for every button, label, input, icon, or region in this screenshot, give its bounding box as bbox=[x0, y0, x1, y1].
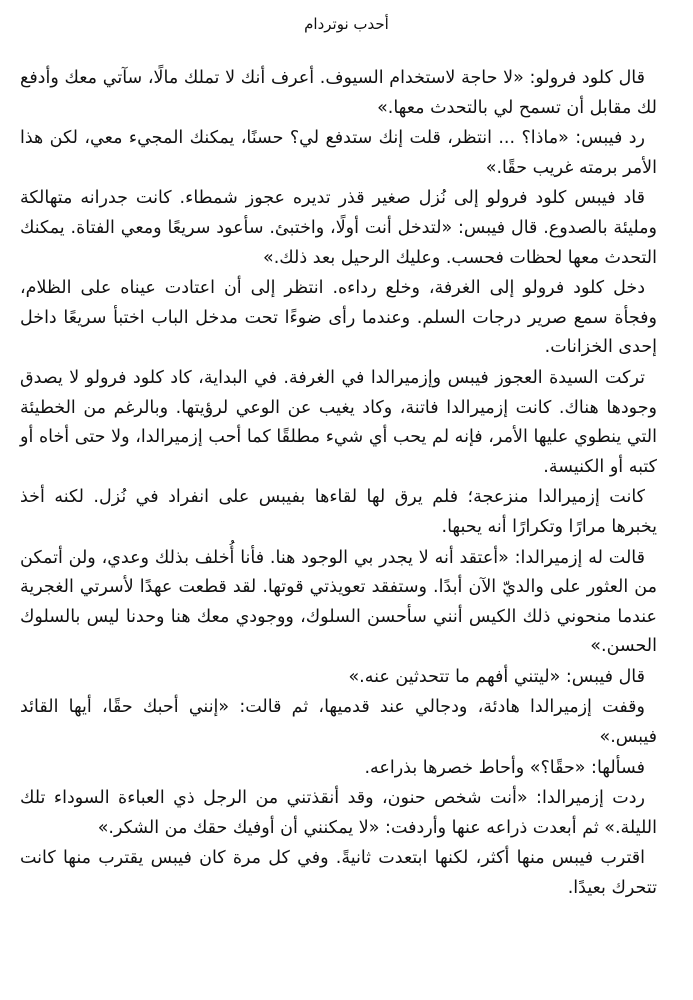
paragraph: دخل كلود فرولو إلى الغرفة، وخلع رداءه. انتظر إلى أن اعتادت عيناه على الظلام، وفجأة سمع صرير درجات السلم. وعندما رأى ضوءًا تحت مدخل الباب اختبأ سريعًا داخل إحدى الخزانات. bbox=[20, 278, 657, 358]
paragraph: كانت إزميرالدا منزعجة؛ فلم يرق لها لقاءها بفيبس على انفراد في نُزل. لكنه أخذ يخبرها مرارًا وتكرارًا أنه يحبها. bbox=[20, 487, 657, 537]
paragraph: ردت إزميرالدا: «أنت شخص حنون، وقد أنقذتني من الرجل ذي العباءة السوداء تلك الليلة.» ثم أبعدت ذراعه عنها وأردفت: «لا يمكنني أن أوفيك حقك من الشكر.» bbox=[20, 788, 657, 838]
paragraph: قالت له إزميرالدا: «أعتقد أنه لا يجدر بي الوجود هنا. فأنا أُخلف بذلك وعدي، ولن أتمكن من العثور على والديّ الآن أبدًا. وستفقد تعويذتي قوتها. لقد قطعت عهدًا لأسرتي الغجرية عندما منحوني ذلك الكيس أنني سأحسن السلوك، ووجودي معك هنا وحدنا ليس بالسلوك الحسن.» bbox=[20, 547, 657, 657]
paragraph: وقفت إزميرالدا هادئة، ودجالي عند قدميها، ثم قالت: «إنني أحبك حقًا، أيها القائد فيبس.» bbox=[20, 697, 657, 748]
paragraph: فسألها: «حقًا؟» وأحاط خصرها بذراعه. bbox=[364, 757, 645, 778]
paragraph: رد فيبس: «ماذا؟ ... انتظر، قلت إنك ستدفع لي؟ حسنًا، يمكنك المجيء معي، لكن هذا الأمر برمته غريب حقًا.» bbox=[20, 128, 657, 178]
paragraph: قال فيبس: «ليتني أفهم ما تتحدثين عنه.» bbox=[348, 666, 645, 687]
paragraph: تركت السيدة العجوز فيبس وإزميرالدا في الغرفة. في البداية، كاد كلود فرولو لا يصدق وجودها هناك. كانت إزميرالدا فاتنة، وكاد يغيب عن الوعي لرؤيتها. وبالرغم من الخطيئة التي ينطوي عليها الأمر، فإنه لم يحب أي شيء مطلقًا كما أحب إزميرالدا، ولا حتى أخاه أو كتبه أو الكنيسة. bbox=[20, 367, 657, 477]
body-text bbox=[20, 64, 657, 904]
paragraph: اقترب فيبس منها أكثر، لكنها ابتعدت ثانيةً. وفي كل مرة كان فيبس يقترب منها كانت تتحرك بعيدًا. bbox=[20, 848, 657, 899]
running-header: أحدب نوتردام bbox=[304, 15, 389, 33]
paragraph: قاد فيبس كلود فرولو إلى نُزل صغير قذر تديره عجوز شمطاء. كانت جدرانه متهالكة ومليئة بالصدوع. قال فيبس: «لتدخل أنت أولًا، واختبئ. سأعود سريعًا ومعي الفتاة. يمكنك التحدث معها لحظات فحسب. وعليك الرحيل بعد ذلك.» bbox=[20, 188, 657, 268]
paragraph: قال كلود فرولو: «لا حاجة لاستخدام السيوف. أعرف أنك لا تملك مالًا، سآتي معك وأدفع لك مقابل أن تسمح لي بالتحدث معها.» bbox=[20, 68, 657, 118]
